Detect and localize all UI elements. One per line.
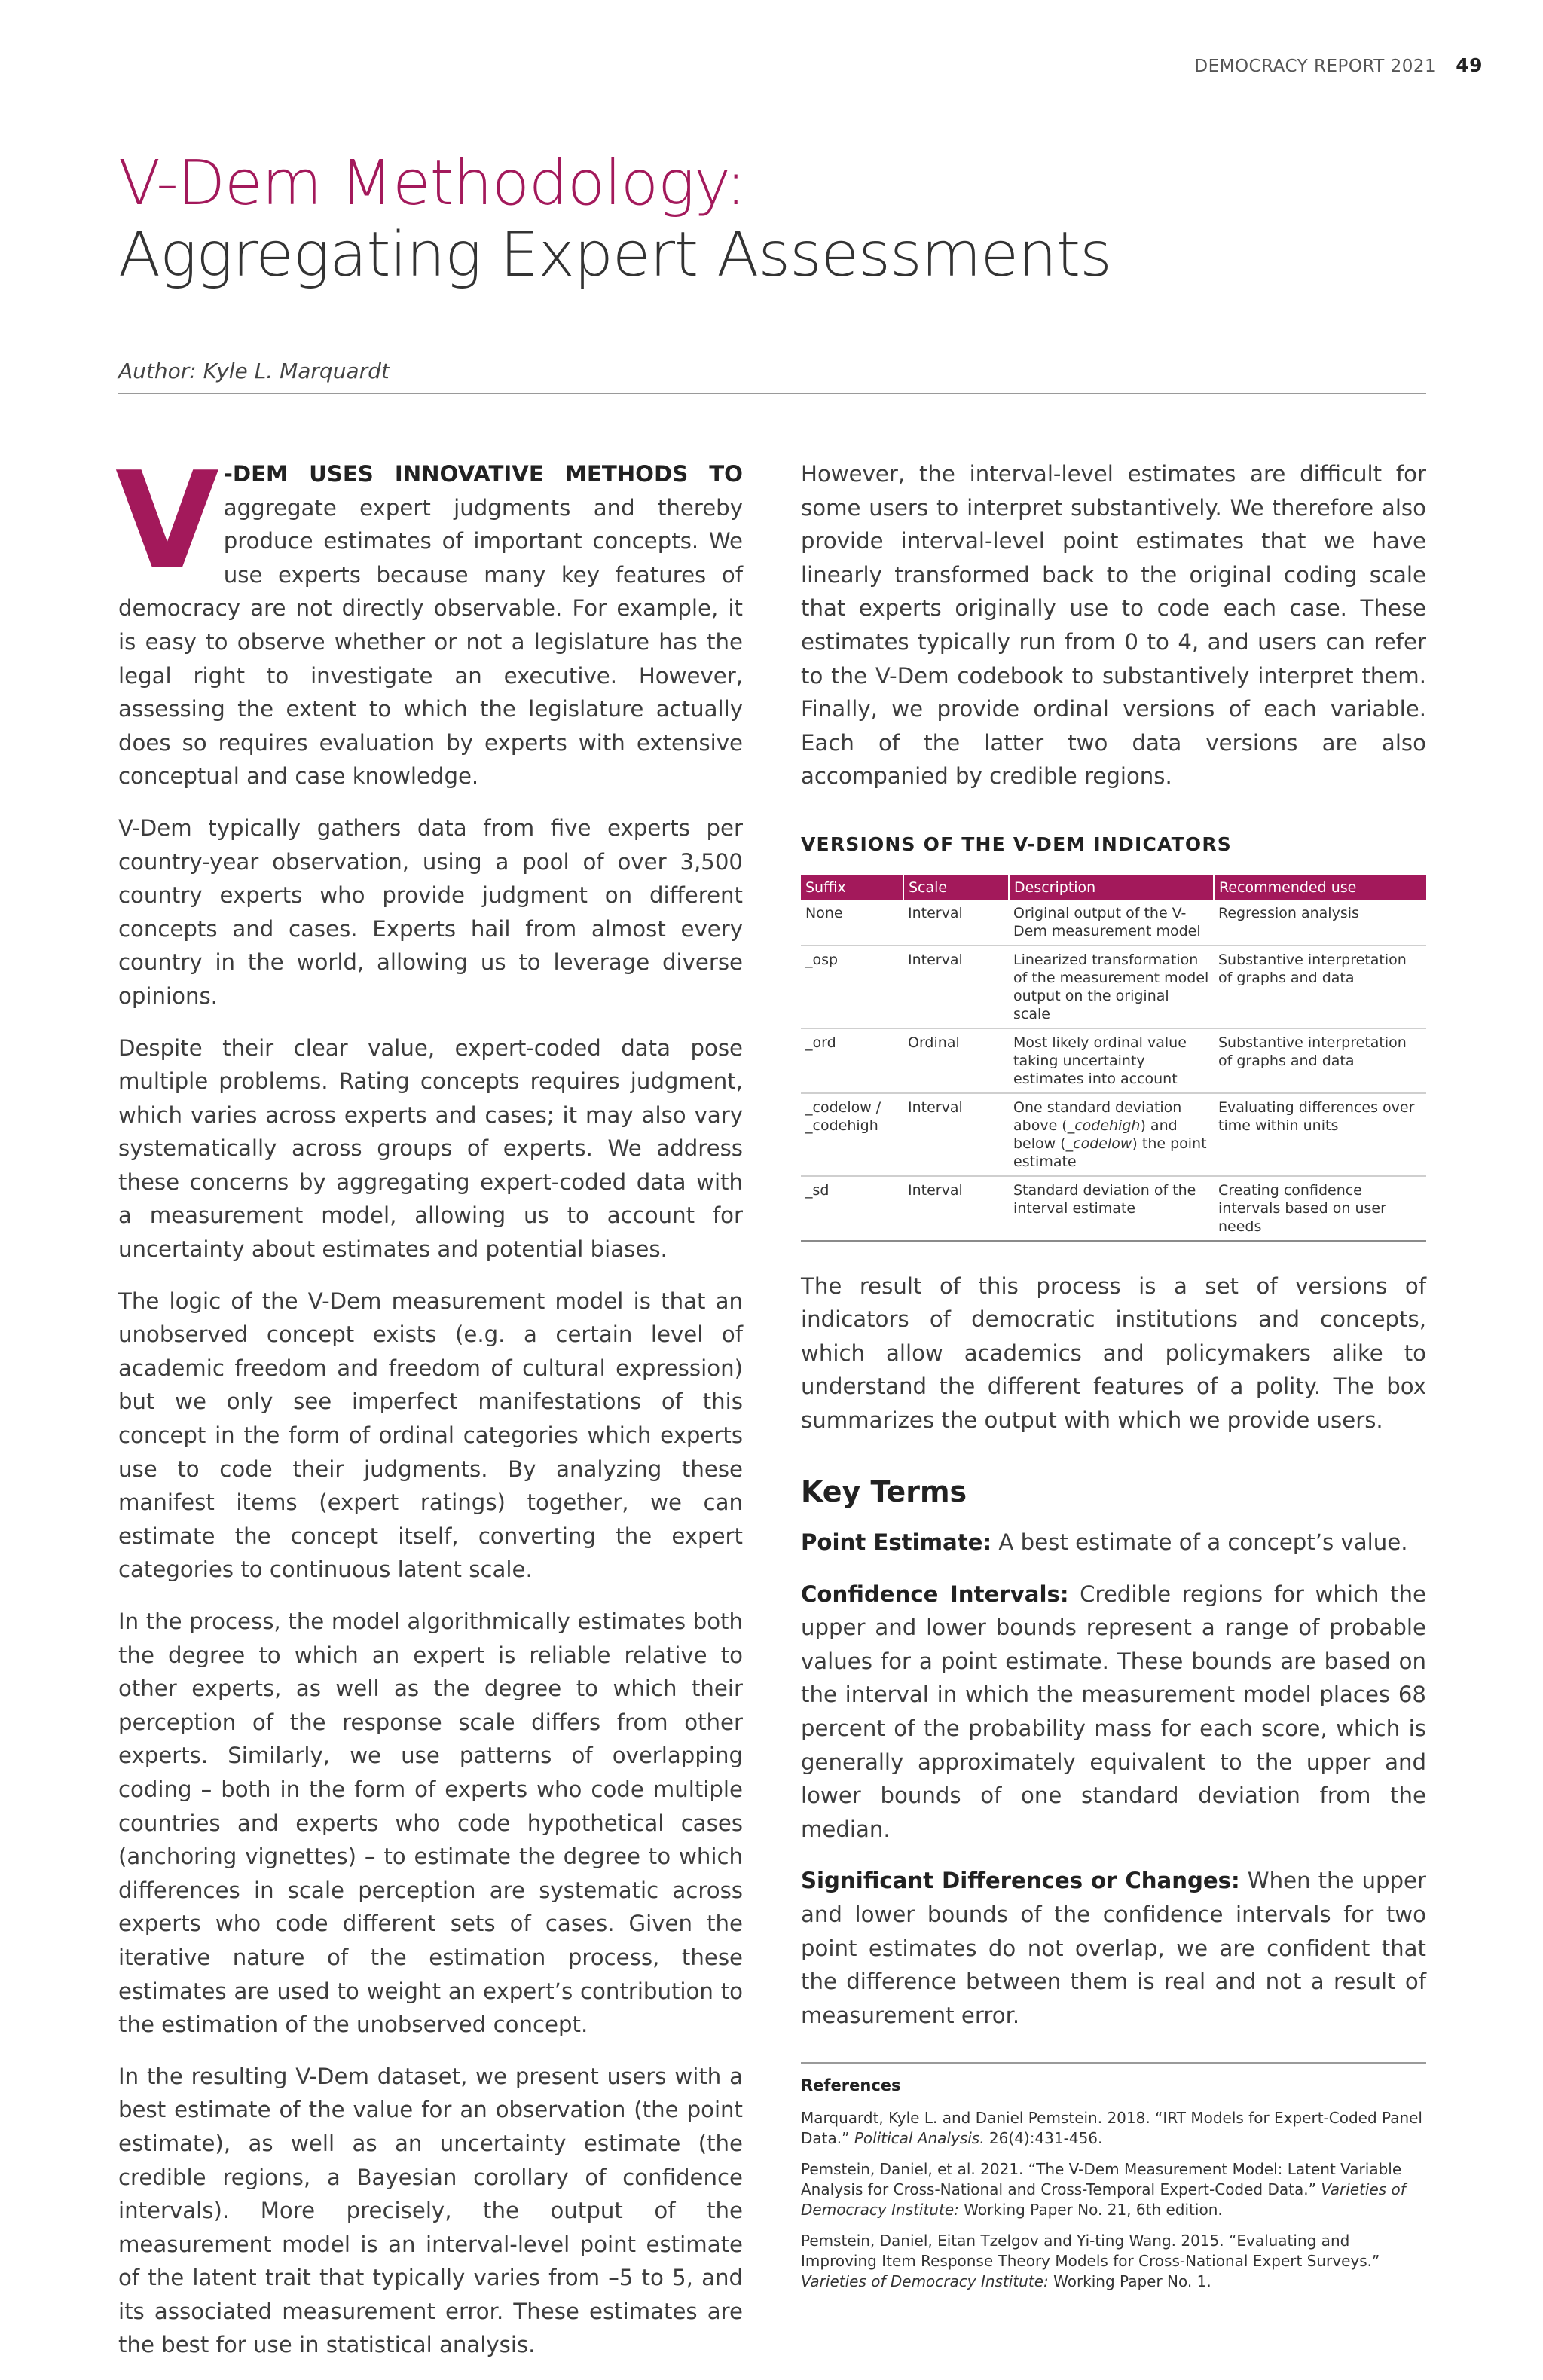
reference-item (801, 2231, 1426, 2292)
cell-description: Linearized transformation of the measurement model output on the original scale (1009, 946, 1214, 1028)
table-row (801, 946, 1426, 1028)
cell-suffix: _sd (801, 1176, 903, 1242)
key-term-label: Significant Differences or Changes: (801, 1868, 1240, 1894)
references-section (801, 2062, 1426, 2292)
cell-use: Regression analysis (1214, 900, 1426, 946)
paragraph-process: In the process, the model algorithmically estimates both the degree to which an expert is reliable relative to other experts, as well as the degree to which their perception of the response scale differs from other experts. Similarly, we use patterns of overlapping coding – both in the form of experts who code multiple countries and experts who code hypothetical cases (anchoring vignettes) – to estimate the degree to which differences in scale perception are systematic across experts who code different sets of cases. Given the iterative nature of the estimation process, these estimates are used to weight an expert’s contribution to the estimation of the unobserved concept. (118, 1609, 743, 2038)
desc-part: ) and below ( (1013, 1117, 1178, 1152)
cell-use: Substantive interpretation of graphs and data (1214, 1028, 1426, 1093)
title-line-1: V-Dem Methodology: (118, 148, 746, 219)
ref-rest: 26(4):431-456. (984, 2129, 1103, 2148)
key-term-label: Point Estimate: (801, 1529, 992, 1556)
cell-scale: Interval (903, 946, 1009, 1028)
title-line-2: Aggregating Expert Assessments (118, 219, 1111, 292)
desc-italic: _codelow (1065, 1135, 1132, 1152)
ref-journal: Varieties of Democracy Institute: (801, 2272, 1049, 2291)
ref-journal: Political Analysis. (854, 2129, 985, 2148)
paragraph-problems: Despite their clear value, expert-coded data pose multiple problems. Rating concepts requires judgment, which varies across experts and cases; it may also vary systematically across groups of experts. We address these concerns by aggregating expert-coded data with a measurement model, allowing us to account for uncertainty about estimates and potential biases. (118, 1034, 743, 1263)
cell-description: Standard deviation of the interval estimate (1009, 1176, 1214, 1242)
ref-rest: Working Paper No. 21, 6th edition. (958, 2201, 1223, 2220)
ref-journal: Varieties of Democracy Institute: (801, 2180, 1406, 2220)
paragraph-result: The result of this process is a set of versions of indicators of democratic institutions and concepts, which allow academics and policymakers alike to understand the different features of a polity. The box summarizes the output with which we provide users. (801, 1272, 1426, 1433)
cell-suffix: None (801, 900, 903, 946)
intro-paragraph (115, 443, 743, 793)
key-term-item (801, 1864, 1426, 2032)
report-name: DEMOCRACY REPORT 2021 (1194, 57, 1437, 76)
cell-suffix: _osp (801, 946, 903, 1028)
page-title (118, 148, 1111, 291)
cell-scale: Interval (903, 1176, 1009, 1242)
desc-part: One standard deviation above ( (1013, 1098, 1182, 1134)
paragraph-logic: The logic of the V-Dem measurement model is that an unobserved concept exists (e.g. a certain level of academic freedom and freedom of cultural expression) but we only see imperfect manifestations of this concept in the form of ordinal categories which experts use to code their judgments. By analyzing these manifest items (expert ratings) together, we can estimate the concept itself, converting the expert categories to continuous latent scale. (118, 1288, 743, 1583)
key-term-definition: When the upper and lower bounds of the confidence intervals for two point estimates do not overlap, we are confident that the difference between them is real and not a result of measurement error. (801, 1868, 1427, 2028)
ref-text: Pemstein, Daniel, Eitan Tzelgov and Yi-ting Wang. 2015. “Evaluating and Improving Item Response Theory Models for Cross-National Expert Surveys.” (801, 2232, 1380, 2271)
title-divider (118, 393, 1426, 394)
desc-part: ) the point estimate (1013, 1135, 1207, 1170)
cell-scale: Ordinal (903, 1028, 1009, 1093)
cell-description: Most likely ordinal value taking uncertainty estimates into account (1009, 1028, 1214, 1093)
lead-in-bold: -DEM USES INNOVATIVE METHODS TO (223, 461, 743, 487)
drop-cap: V (115, 443, 219, 599)
references-heading: References (801, 2076, 901, 2095)
reference-item (801, 2108, 1426, 2149)
column-header: Description (1009, 875, 1214, 900)
paragraph-dataset: In the resulting V-Dem dataset, we present users with a best estimate of the value for an observation (the point estimate), as well as an uncertainty estimate (the credible regions, a Bayesian corollary of confidence intervals). More precisely, the output of the measurement model is an interval-level point estimate of the latent trait that typically varies from –5 to 5, and its associated measurement error. These estimates are the best for use in statistical analysis. (118, 2063, 743, 2358)
key-term-item (801, 1526, 1426, 1560)
cell-description: Original output of the V-Dem measurement model (1009, 900, 1214, 946)
left-column (115, 443, 743, 2380)
cell-use: Creating confidence intervals based on user needs (1214, 1176, 1426, 1242)
key-term-definition: Credible regions for which the upper and lower bounds represent a range of probable values for a point estimate. These bounds are based on the interval in which the measurement model places 68 percent of the probability mass for each score, which is generally approximately equivalent to the upper and lower bounds of one standard deviation from the median. (801, 1581, 1427, 1842)
key-term-item (801, 1578, 1426, 1847)
column-header: Recommended use (1214, 875, 1426, 900)
ref-text: Marquardt, Kyle L. and Daniel Pemstein. 2018. “IRT Models for Expert-Coded Panel Data.” (801, 2109, 1422, 2148)
versions-table (801, 875, 1426, 1242)
table-row (801, 1176, 1426, 1242)
key-term-label: Confidence Intervals: (801, 1581, 1069, 1607)
key-terms-heading: Key Terms (801, 1474, 967, 1508)
author-line: Author: Kyle L. Marquardt (118, 359, 390, 383)
table-title: VERSIONS OF THE V-DEM INDICATORS (801, 833, 1232, 855)
key-term-definition: A best estimate of a concept’s value. (991, 1529, 1408, 1556)
table-row (801, 900, 1426, 946)
running-header (1194, 54, 1483, 76)
page-number: 49 (1456, 54, 1483, 76)
column-header: Scale (903, 875, 1009, 900)
right-column (801, 457, 1426, 2302)
table-header-row (801, 875, 1426, 900)
cell-use: Substantive interpretation of graphs and data (1214, 946, 1426, 1028)
cell-use: Evaluating differences over time within units (1214, 1093, 1426, 1176)
paragraph-experts: V-Dem typically gathers data from five experts per country-year observation, using a pool of over 3,500 country experts who provide judgment on different concepts and cases. Experts hail from almost every country in the world, allowing us to leverage diverse opinions. (118, 814, 743, 1009)
table-row (801, 1093, 1426, 1176)
cell-scale: Interval (903, 1093, 1009, 1176)
column-header: Suffix (801, 875, 903, 900)
ref-text: Pemstein, Daniel, et al. 2021. “The V-Dem Measurement Model: Latent Variable Analysis for Cross-National and Cross-Temporal Expert-Coded Data.” (801, 2160, 1402, 2199)
table-row (801, 1028, 1426, 1093)
ref-rest: Working Paper No. 1. (1048, 2272, 1211, 2291)
cell-suffix: _ord (801, 1028, 903, 1093)
cell-description (1009, 1093, 1214, 1176)
cell-suffix: _codelow / _codehigh (801, 1093, 903, 1176)
intro-text: aggregate expert judgments and thereby produce estimates of important concepts. We use experts because many key features of democracy are not directly observable. For example, it is easy to observe whether or not a legislature has the legal right to investigate an executive. However, assessing the extent to which the legislature actually does so requires evaluation by experts with extensive conceptual and case knowledge. (118, 494, 743, 790)
cell-scale: Interval (903, 900, 1009, 946)
reference-item (801, 2159, 1426, 2220)
paragraph-interval: However, the interval-level estimates are difficult for some users to interpret substantively. We therefore also provide interval-level point estimates that we have linearly transformed back to the original coding scale that experts originally use to code each case. These estimates typically run from 0 to 4, and users can refer to the V-Dem codebook to substantively interpret them. Finally, we provide ordinal versions of each variable. Each of the latter two data versions are also accompanied by credible regions. (801, 461, 1426, 790)
desc-italic: _codehigh (1067, 1117, 1141, 1134)
